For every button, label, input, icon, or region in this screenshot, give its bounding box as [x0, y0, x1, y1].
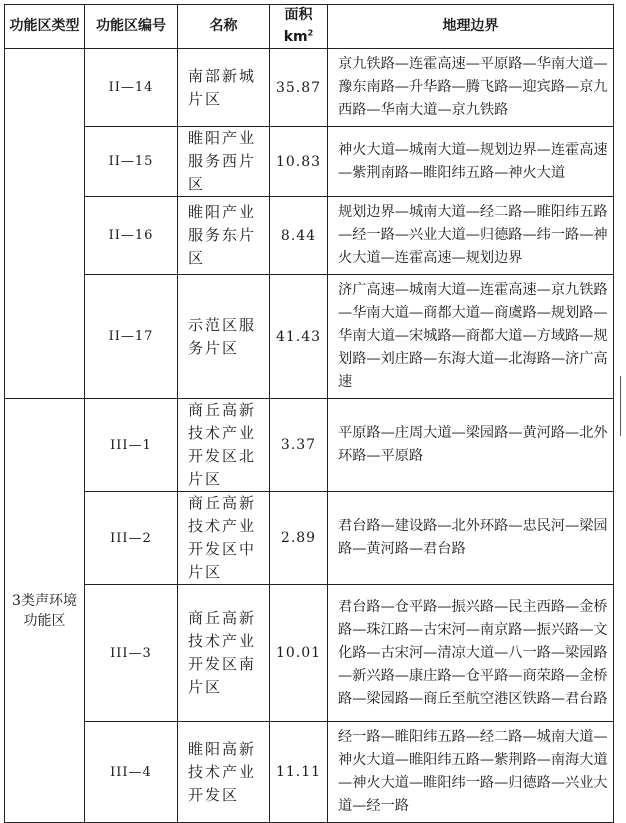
zone-boundary: 规划边界—城南大道—经二路—睢阳纬五路—经一路—兴业大道—归德路—纬一路—神火大道—连霍高速—规划边界 [328, 197, 614, 275]
scrollbar-edge [620, 376, 621, 436]
zone-area: 35.87 [270, 49, 328, 127]
table-row [5, 197, 614, 275]
zone-name: 南部新城片区 [178, 49, 270, 127]
table-row [5, 492, 614, 585]
zone-boundary: 经一路—睢阳纬五路—经二路—城南大道—神火大道—睢阳纬五路—紫荆路—南海大道—神火大道—睢阳纬一路—归德路—兴业大道—经一路 [328, 722, 614, 823]
zone-name: 商丘高新技术产业开发区南片区 [178, 585, 270, 722]
header-area-unit: $km^2$ [283, 28, 314, 45]
header-code: 功能区编号 [85, 5, 178, 49]
table-row [5, 127, 614, 197]
zone-type-cell: 3类声环境功能区 [5, 399, 85, 823]
zone-boundary: 济广高速—城南大道—连霍高速—京九铁路—华南大道—商都大道—商虞路—规划路—华南大道—宋城路—商都大道—方域路—规划路—刘庄路—东海大道—北海路—济广高速 [328, 275, 614, 399]
zone-name: 商丘高新技术产业开发区中片区 [178, 492, 270, 585]
zone-code: II—16 [85, 197, 178, 275]
table-row [5, 585, 614, 722]
zone-boundary: 平原路—庄周大道—梁园路—黄河路—北外环路—平原路 [328, 399, 614, 492]
header-area [270, 5, 328, 49]
zone-name: 睢阳高新技术产业开发区 [178, 722, 270, 823]
zone-area: 10.83 [270, 127, 328, 197]
zone-area: 2.89 [270, 492, 328, 585]
zone-code: III—4 [85, 722, 178, 823]
zone-code: III—1 [85, 399, 178, 492]
zone-area: 10.01 [270, 585, 328, 722]
zone-type-cell [5, 49, 85, 399]
zone-area: 8.44 [270, 197, 328, 275]
zone-code: II—15 [85, 127, 178, 197]
zone-code: II—14 [85, 49, 178, 127]
table-row [5, 49, 614, 127]
zone-code: II—17 [85, 275, 178, 399]
table-row [5, 399, 614, 492]
table-row [5, 722, 614, 823]
zone-area: 3.37 [270, 399, 328, 492]
table-row [5, 275, 614, 399]
zone-boundary: 君台路—建设路—北外环路—忠民河—梁园路—黄河路—君台路 [328, 492, 614, 585]
functional-zone-table [4, 4, 614, 823]
zone-name: 睢阳产业服务东片区 [178, 197, 270, 275]
zone-name: 示范区服务片区 [178, 275, 270, 399]
zone-boundary: 神火大道—城南大道—规划边界—连霍高速—紫荆南路—睢阳纬五路—神火大道 [328, 127, 614, 197]
zone-area: 11.11 [270, 722, 328, 823]
zone-boundary: 京九铁路—连霍高速—平原路—华南大道—豫东南路—升华路—腾飞路—迎宾路—京九西路—华南大道—京九铁路 [328, 49, 614, 127]
zone-name: 睢阳产业服务西片区 [178, 127, 270, 197]
zone-code: III—2 [85, 492, 178, 585]
header-boundary: 地理边界 [328, 5, 614, 49]
zone-boundary: 君台路—仓平路—振兴路—民主西路—金桥路—珠江路—古宋河—南京路—振兴路—文化路—古宋河—清凉大道—八一路—梁园路—新兴路—康庄路—仓平路—商荣路—金桥路—梁园路—商丘至航空港区铁路—君台路 [328, 585, 614, 722]
header-name: 名称 [178, 5, 270, 49]
header-area-label: 面积 [284, 7, 313, 24]
table-header-row [5, 5, 614, 49]
header-type: 功能区类型 [5, 5, 85, 49]
zone-name: 商丘高新技术产业开发区北片区 [178, 399, 270, 492]
zone-code: III—3 [85, 585, 178, 722]
zone-area: 41.43 [270, 275, 328, 399]
